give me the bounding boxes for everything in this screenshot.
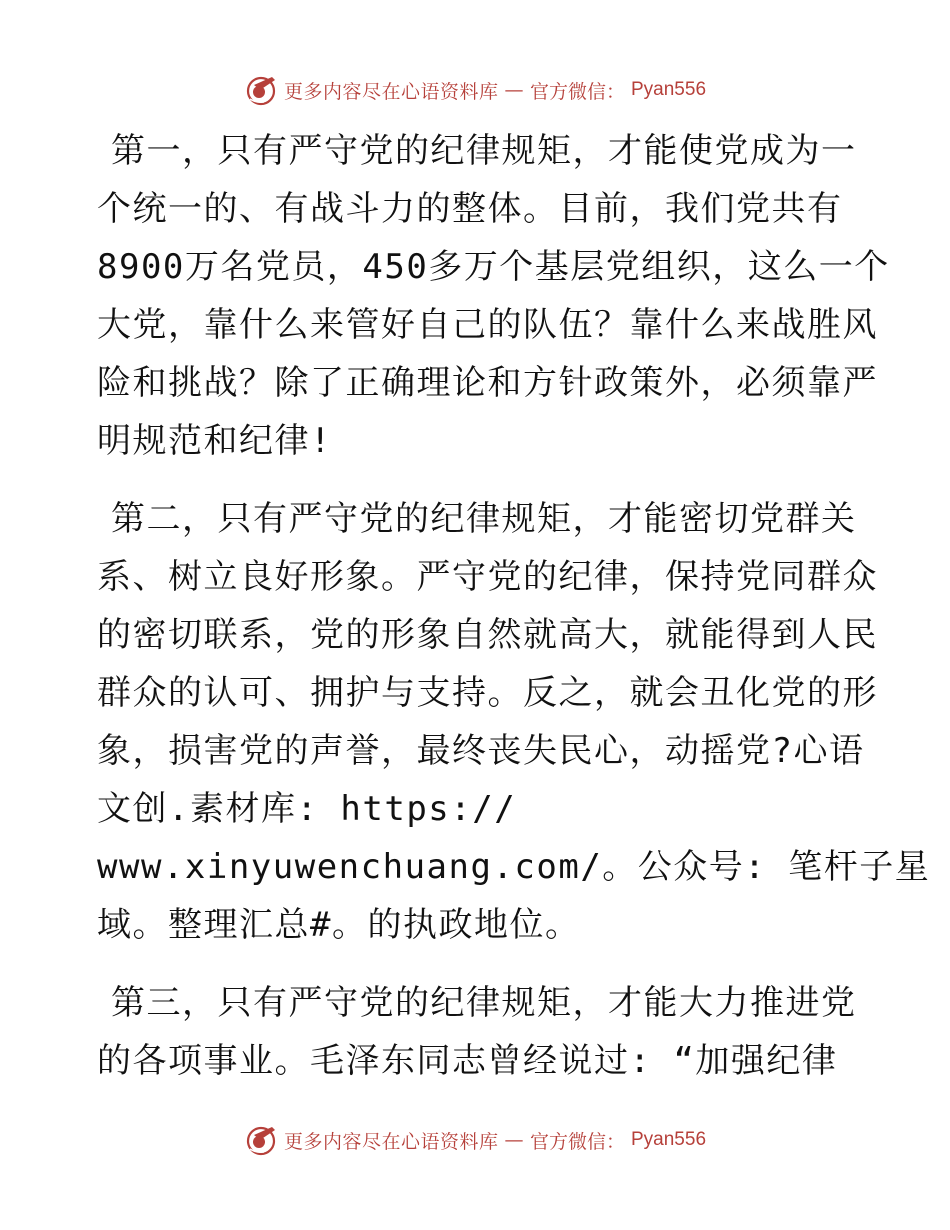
banner-separator: — bbox=[504, 79, 524, 101]
text-line: 8900万名党员，450多万个基层党组织，这么一个 bbox=[97, 247, 890, 287]
paragraph-3 bbox=[97, 974, 857, 1090]
text-line: 第一，只有严守党的纪律规矩，才能使党成为一 bbox=[111, 131, 857, 171]
brush-logo-icon bbox=[244, 1123, 278, 1157]
text-line: 群众的认可、拥护与支持。反之，就会丑化党的形 bbox=[97, 673, 878, 713]
text-line: 系、树立良好形象。严守党的纪律，保持党同群众 bbox=[97, 557, 878, 597]
banner-wechat-label: 官方微信： bbox=[529, 80, 625, 103]
text-line: 大党，靠什么来管好自己的队伍？靠什么来战胜风 bbox=[97, 305, 878, 345]
text-line: 的各项事业。毛泽东同志曾经说过: “加强纪律 bbox=[97, 1041, 838, 1081]
text-line: 域。整理汇总#。的执政地位。 bbox=[97, 905, 581, 945]
text-line: 明规范和纪律! bbox=[97, 421, 332, 461]
text-line: 象，损害党的声誉，最终丧失民心，动摇党?心语 bbox=[97, 731, 865, 771]
banner-wechat-label: 官方微信： bbox=[529, 1130, 625, 1153]
banner-title: 更多内容尽在心语资料库 bbox=[283, 80, 499, 103]
banner-wechat-id: Pyan556 bbox=[631, 1129, 707, 1150]
text-line: 个统一的、有战斗力的整体。目前，我们党共有 bbox=[97, 189, 843, 229]
banner-title: 更多内容尽在心语资料库 bbox=[283, 1130, 499, 1153]
text-line: 险和挑战？除了正确理论和方针政策外，必须靠严 bbox=[97, 363, 878, 403]
brush-logo-icon bbox=[244, 73, 278, 107]
document-body bbox=[97, 122, 931, 1110]
footer-watermark-banner bbox=[0, 1120, 950, 1160]
text-line: 的密切联系，党的形象自然就高大，就能得到人民 bbox=[97, 615, 878, 655]
text-line: 文创.素材库: https:// bbox=[97, 789, 517, 829]
text-line: 第二，只有严守党的纪律规矩，才能密切党群关 bbox=[111, 499, 857, 539]
text-line: www.xinyuwenchuang.com/。公众号: 笔杆子星 bbox=[97, 847, 931, 887]
paragraph-1 bbox=[97, 122, 890, 470]
banner-separator: — bbox=[504, 1129, 524, 1151]
banner-wechat-id: Pyan556 bbox=[631, 79, 707, 100]
header-watermark-banner bbox=[0, 70, 950, 110]
text-line: 第三，只有严守党的纪律规矩，才能大力推进党 bbox=[111, 983, 857, 1023]
paragraph-2 bbox=[97, 490, 931, 954]
